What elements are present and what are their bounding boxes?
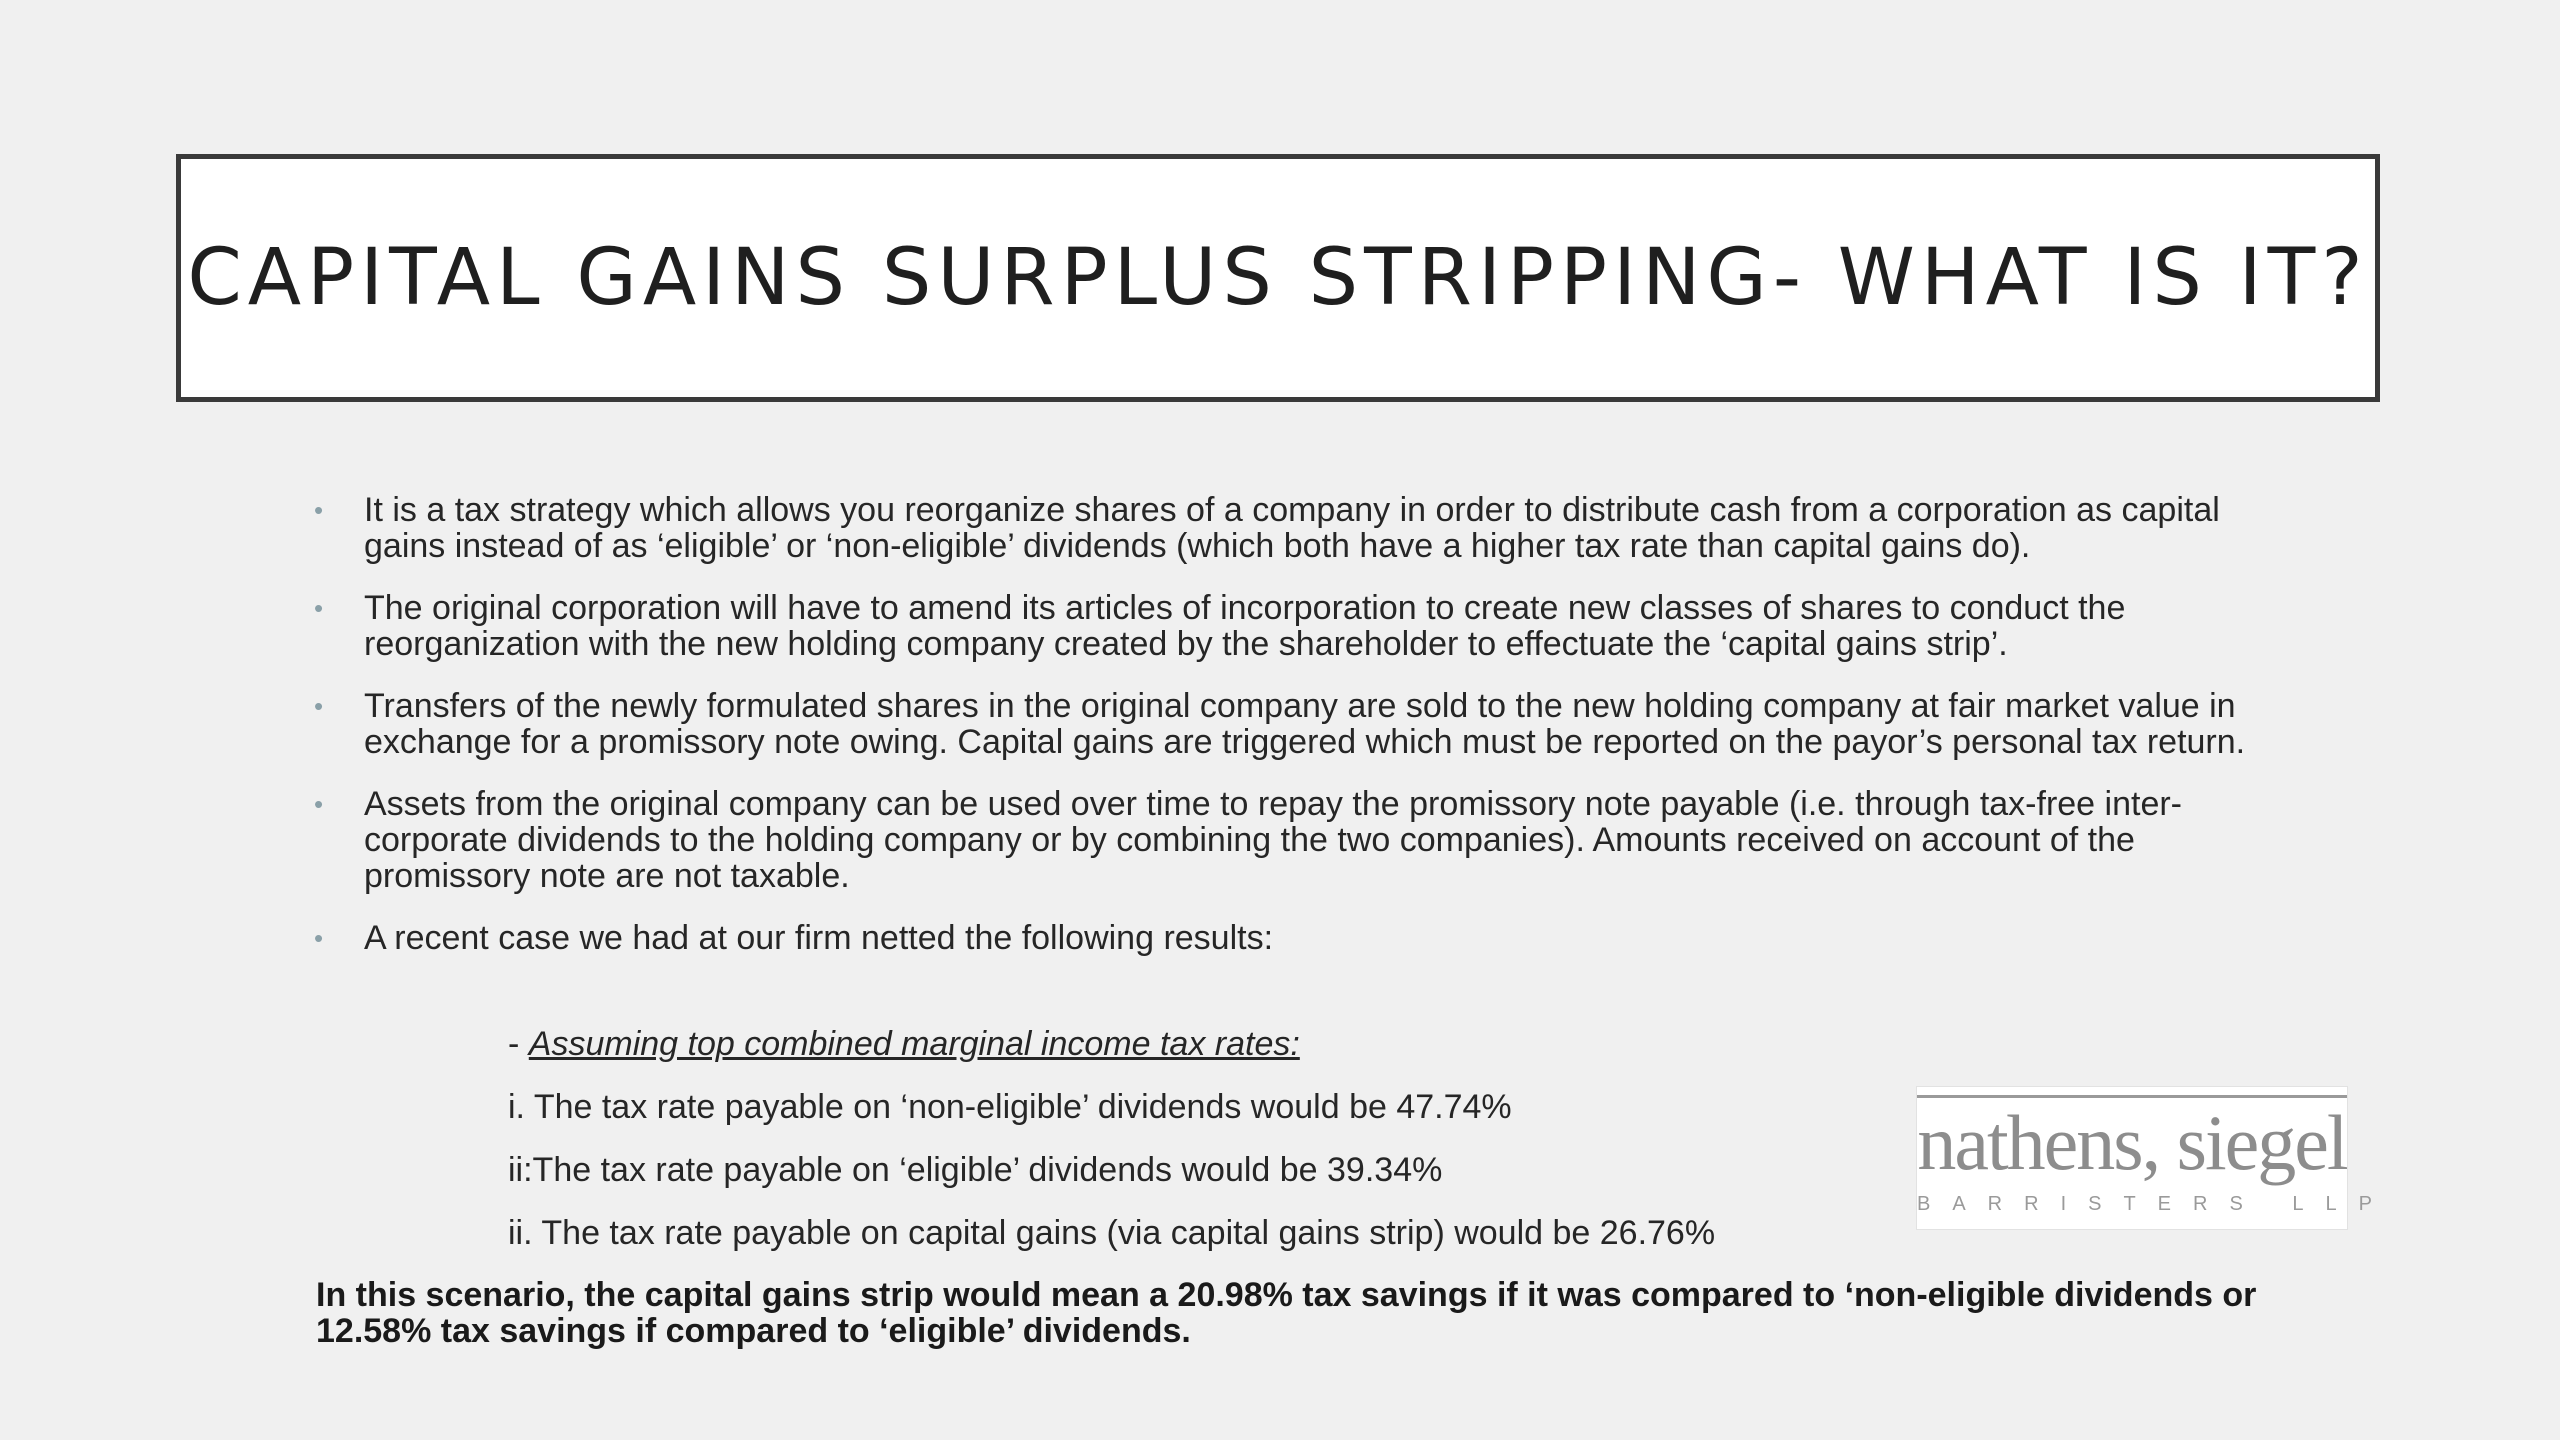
bullet-item (300, 920, 2260, 956)
firm-logo (1916, 1086, 2394, 1230)
bullet-text: It is a tax strategy which allows you reorganize shares of a company in order to distribute cash from a corporation as capital gains instead of as ‘eligible’ or ‘non-eligible’ dividends (which both have a higher tax rate than capital gains do). (364, 491, 2220, 565)
bullet-dot-icon: • (314, 923, 324, 953)
conclusion-text: In this scenario, the capital gains strip would mean a 20.98% tax savings if it was compared to ‘non-eligible dividends or 12.58% tax savings if compared to ‘eligible’ dividends. (316, 1276, 2257, 1350)
logo-name: nathens, siegel (1917, 1099, 2347, 1186)
bullet-item (300, 786, 2260, 894)
bullet-item (300, 688, 2260, 760)
result-item-non-eligible: i. The tax rate payable on ‘non-eligible’ dividends would be 47.74% (508, 1088, 1512, 1126)
bullet-text: A recent case we had at our firm netted the following results: (364, 919, 1274, 957)
bullet-list (300, 492, 2260, 982)
slide-title: CAPITAL GAINS SURPLUS STRIPPING- WHAT IS IT? (187, 233, 2369, 323)
bullet-dot-icon: • (314, 691, 324, 721)
bullet-dot-icon: • (314, 789, 324, 819)
bullet-text: Assets from the original company can be used over time to repay the promissory note payable (i.e. through tax-free inter-corporate dividends to the holding company or by combining the two companies). Amounts received on account of the promissory note are not taxable. (364, 785, 2183, 895)
bullet-item (300, 492, 2260, 564)
assumption-text: Assuming top combined marginal income tax rates: (528, 1025, 1300, 1063)
bullet-text: The original corporation will have to amend its articles of incorporation to create new classes of shares to conduct the reorganization with the new holding company created by the shareholder to effectuate the ‘capital gains strip’. (364, 589, 2126, 663)
bullet-dot-icon: • (314, 593, 324, 623)
logo-rule (1917, 1095, 2347, 1098)
bullet-item (300, 590, 2260, 662)
logo-subtitle: BARRISTERS LLP (1917, 1193, 2394, 1215)
bullet-dot-icon: • (314, 495, 324, 525)
title-box (176, 154, 2380, 402)
assumption-prefix: - (508, 1025, 529, 1063)
result-item-capital-gains: ii. The tax rate payable on capital gains (via capital gains strip) would be 26.76% (508, 1214, 1716, 1252)
assumption-line (508, 1026, 1300, 1062)
result-item-eligible: ii:The tax rate payable on ‘eligible’ dividends would be 39.34% (508, 1151, 1443, 1189)
bullet-text: Transfers of the newly formulated shares in the original company are sold to the new holding company at fair market value in exchange for a promissory note owing. Capital gains are triggered which must be reported on the payor’s personal tax return. (364, 687, 2246, 761)
